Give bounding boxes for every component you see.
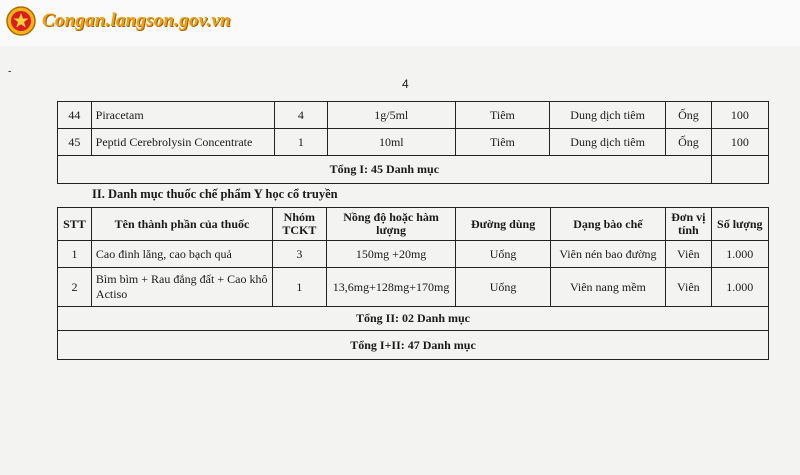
row-no: 1 bbox=[58, 241, 92, 268]
row-strength: 10ml bbox=[327, 129, 455, 156]
row-strength: 13,6mg+128mg+170mg bbox=[326, 268, 456, 307]
row-form: Viên nang mềm bbox=[550, 268, 665, 307]
header-strength: Nồng độ hoặc hàm lượng bbox=[326, 208, 456, 241]
total-empty-cell bbox=[711, 156, 768, 184]
medicine-table-1 bbox=[57, 101, 769, 184]
row-route: Uống bbox=[456, 241, 550, 268]
section-title: II. Danh mục thuốc chế phẩm Y học cổ truyền bbox=[92, 187, 338, 201]
row-qty: 1.000 bbox=[711, 241, 768, 268]
table-row bbox=[58, 102, 769, 129]
total-label: Tổng II: 02 Danh mục bbox=[58, 307, 769, 331]
table-row bbox=[58, 241, 769, 268]
site-header bbox=[0, 0, 800, 46]
scan-mark: - bbox=[8, 66, 12, 77]
site-name[interactable]: Congan.langson.gov.vn bbox=[42, 10, 231, 31]
row-group: 1 bbox=[273, 268, 327, 307]
row-name: Bìm bìm + Rau đắng đất + Cao khô Actiso bbox=[91, 268, 272, 307]
row-unit: Viên bbox=[666, 241, 712, 268]
row-unit: Viên bbox=[666, 268, 712, 307]
row-strength: 150mg +20mg bbox=[326, 241, 456, 268]
police-emblem-icon[interactable] bbox=[6, 6, 36, 36]
row-group: 3 bbox=[273, 241, 327, 268]
row-route: Tiêm bbox=[455, 129, 549, 156]
header-form: Dạng bào chế bbox=[550, 208, 665, 241]
header-qty: Số lượng bbox=[711, 208, 768, 241]
row-no: 44 bbox=[58, 102, 92, 129]
row-qty: 1.000 bbox=[711, 268, 768, 307]
row-form: Dung dịch tiêm bbox=[550, 102, 666, 129]
row-form: Dung dịch tiêm bbox=[550, 129, 666, 156]
row-unit: Ống bbox=[666, 129, 712, 156]
header-group: Nhóm TCKT bbox=[273, 208, 327, 241]
header-name: Tên thành phần của thuốc bbox=[91, 208, 272, 241]
row-qty: 100 bbox=[711, 129, 768, 156]
total-row bbox=[58, 307, 769, 331]
row-name: Cao đinh lăng, cao bạch quả bbox=[91, 241, 272, 268]
row-group: 4 bbox=[274, 102, 327, 129]
total-label: Tổng I: 45 Danh mục bbox=[58, 156, 712, 184]
medicine-table-2 bbox=[57, 207, 769, 360]
row-form: Viên nén bao đường bbox=[550, 241, 665, 268]
row-name: Peptid Cerebrolysin Concentrate bbox=[91, 129, 274, 156]
grand-total-label: Tổng I+II: 47 Danh mục bbox=[58, 331, 769, 360]
row-unit: Ống bbox=[666, 102, 712, 129]
table-row bbox=[58, 268, 769, 307]
total-row bbox=[58, 156, 769, 184]
grand-total-row bbox=[58, 331, 769, 360]
header-row bbox=[58, 208, 769, 241]
row-qty: 100 bbox=[711, 102, 768, 129]
row-strength: 1g/5ml bbox=[327, 102, 455, 129]
row-route: Uống bbox=[456, 268, 550, 307]
page-number: 4 bbox=[402, 77, 409, 91]
row-no: 2 bbox=[58, 268, 92, 307]
row-name: Piracetam bbox=[91, 102, 274, 129]
row-no: 45 bbox=[58, 129, 92, 156]
row-route: Tiêm bbox=[455, 102, 549, 129]
header-unit: Đơn vị tính bbox=[666, 208, 712, 241]
header-no: STT bbox=[58, 208, 92, 241]
header-route: Đường dùng bbox=[456, 208, 550, 241]
table-row bbox=[58, 129, 769, 156]
row-group: 1 bbox=[274, 129, 327, 156]
